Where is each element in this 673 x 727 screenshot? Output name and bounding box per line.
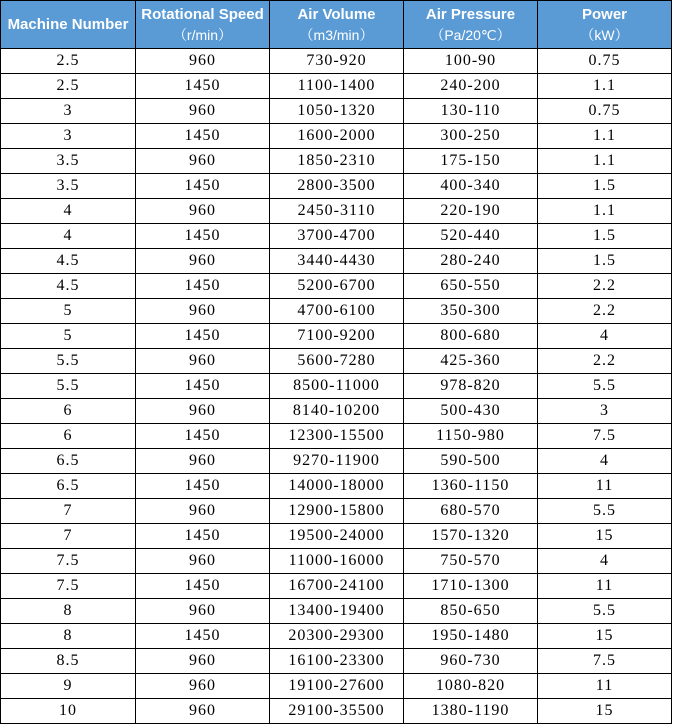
- cell-machine-number: 7.5: [1, 574, 136, 599]
- cell-machine-number: 6.5: [1, 474, 136, 499]
- cell-power: 2.2: [538, 274, 672, 299]
- cell-machine-number: 2.5: [1, 49, 136, 74]
- cell-air-pressure: 425-360: [404, 349, 538, 374]
- header-machine-number: [1, 1, 136, 49]
- cell-power: 1.1: [538, 124, 672, 149]
- header-air-volume: [270, 1, 404, 49]
- cell-machine-number: 5: [1, 324, 136, 349]
- cell-rotational-speed: 960: [136, 599, 270, 624]
- cell-rotational-speed: 1450: [136, 424, 270, 449]
- cell-air-pressure: 280-240: [404, 249, 538, 274]
- cell-air-pressure: 1150-980: [404, 424, 538, 449]
- cell-air-volume: 29100-35500: [270, 699, 404, 724]
- cell-machine-number: 6.5: [1, 449, 136, 474]
- cell-power: 0.75: [538, 99, 672, 124]
- header-row: [1, 1, 672, 49]
- cell-machine-number: 4.5: [1, 249, 136, 274]
- cell-rotational-speed: 960: [136, 699, 270, 724]
- cell-rotational-speed: 1450: [136, 274, 270, 299]
- cell-rotational-speed: 1450: [136, 324, 270, 349]
- table-row: [1, 624, 672, 649]
- cell-rotational-speed: 1450: [136, 624, 270, 649]
- cell-power: 2.2: [538, 299, 672, 324]
- table-row: [1, 449, 672, 474]
- cell-air-volume: 12900-15800: [270, 499, 404, 524]
- header-unit: （Pa/20℃）: [430, 26, 511, 43]
- cell-air-volume: 8140-10200: [270, 399, 404, 424]
- cell-power: 11: [538, 474, 672, 499]
- cell-machine-number: 6: [1, 424, 136, 449]
- cell-power: 11: [538, 574, 672, 599]
- cell-power: 5.5: [538, 499, 672, 524]
- cell-air-pressure: 960-730: [404, 649, 538, 674]
- cell-machine-number: 10: [1, 699, 136, 724]
- header-label: Power: [581, 5, 627, 23]
- cell-air-volume: 2450-3110: [270, 199, 404, 224]
- cell-air-pressure: 1710-1300: [404, 574, 538, 599]
- cell-air-volume: 19100-27600: [270, 674, 404, 699]
- cell-rotational-speed: 1450: [136, 74, 270, 99]
- header-unit: （kW）: [580, 26, 629, 43]
- cell-rotational-speed: 960: [136, 499, 270, 524]
- cell-air-volume: 5600-7280: [270, 349, 404, 374]
- header-power: [538, 1, 672, 49]
- cell-power: 7.5: [538, 649, 672, 674]
- cell-power: 4: [538, 549, 672, 574]
- cell-air-volume: 11000-16000: [270, 549, 404, 574]
- cell-rotational-speed: 960: [136, 49, 270, 74]
- cell-rotational-speed: 960: [136, 399, 270, 424]
- table-header: [1, 1, 672, 49]
- cell-air-volume: 16100-23300: [270, 649, 404, 674]
- cell-machine-number: 7: [1, 499, 136, 524]
- table-row: [1, 224, 672, 249]
- cell-rotational-speed: 1450: [136, 224, 270, 249]
- cell-machine-number: 4.5: [1, 274, 136, 299]
- cell-air-volume: 20300-29300: [270, 624, 404, 649]
- cell-power: 3: [538, 399, 672, 424]
- cell-machine-number: 3.5: [1, 174, 136, 199]
- cell-machine-number: 8.5: [1, 649, 136, 674]
- cell-machine-number: 3.5: [1, 149, 136, 174]
- cell-air-pressure: 590-500: [404, 449, 538, 474]
- cell-air-pressure: 680-570: [404, 499, 538, 524]
- header-label: Air Volume: [297, 5, 376, 23]
- cell-air-volume: 1600-2000: [270, 124, 404, 149]
- cell-air-volume: 16700-24100: [270, 574, 404, 599]
- cell-air-volume: 1050-1320: [270, 99, 404, 124]
- cell-air-volume: 14000-18000: [270, 474, 404, 499]
- cell-air-pressure: 1080-820: [404, 674, 538, 699]
- cell-rotational-speed: 1450: [136, 124, 270, 149]
- cell-power: 11: [538, 674, 672, 699]
- header-label: Rotational Speed: [141, 5, 264, 23]
- table-row: [1, 424, 672, 449]
- table-row: [1, 149, 672, 174]
- table-row: [1, 374, 672, 399]
- cell-air-volume: 13400-19400: [270, 599, 404, 624]
- table-row: [1, 574, 672, 599]
- header-rotational-speed: [136, 1, 270, 49]
- cell-machine-number: 5.5: [1, 349, 136, 374]
- cell-rotational-speed: 960: [136, 349, 270, 374]
- cell-air-pressure: 1570-1320: [404, 524, 538, 549]
- cell-air-pressure: 1380-1190: [404, 699, 538, 724]
- cell-air-volume: 9270-11900: [270, 449, 404, 474]
- cell-air-pressure: 175-150: [404, 149, 538, 174]
- table-row: [1, 499, 672, 524]
- table-row: [1, 124, 672, 149]
- cell-rotational-speed: 960: [136, 549, 270, 574]
- table-row: [1, 599, 672, 624]
- table-row: [1, 674, 672, 699]
- cell-power: 1.1: [538, 74, 672, 99]
- cell-air-pressure: 978-820: [404, 374, 538, 399]
- cell-air-volume: 1100-1400: [270, 74, 404, 99]
- cell-power: 1.1: [538, 149, 672, 174]
- cell-rotational-speed: 960: [136, 249, 270, 274]
- cell-power: 5.5: [538, 599, 672, 624]
- cell-air-volume: 8500-11000: [270, 374, 404, 399]
- cell-air-pressure: 800-680: [404, 324, 538, 349]
- cell-machine-number: 4: [1, 224, 136, 249]
- cell-machine-number: 9: [1, 674, 136, 699]
- cell-air-volume: 3440-4430: [270, 249, 404, 274]
- table-row: [1, 299, 672, 324]
- cell-rotational-speed: 960: [136, 199, 270, 224]
- cell-air-pressure: 500-430: [404, 399, 538, 424]
- cell-machine-number: 6: [1, 399, 136, 424]
- table-row: [1, 399, 672, 424]
- table-row: [1, 549, 672, 574]
- cell-rotational-speed: 1450: [136, 174, 270, 199]
- cell-machine-number: 7.5: [1, 549, 136, 574]
- cell-rotational-speed: 1450: [136, 574, 270, 599]
- cell-air-pressure: 750-570: [404, 549, 538, 574]
- table-row: [1, 49, 672, 74]
- cell-air-volume: 19500-24000: [270, 524, 404, 549]
- cell-air-volume: 1850-2310: [270, 149, 404, 174]
- cell-machine-number: 4: [1, 199, 136, 224]
- cell-power: 1.5: [538, 174, 672, 199]
- header-air-pressure: [404, 1, 538, 49]
- table-row: [1, 199, 672, 224]
- cell-power: 4: [538, 449, 672, 474]
- table-row: [1, 699, 672, 724]
- cell-power: 4: [538, 324, 672, 349]
- cell-rotational-speed: 960: [136, 99, 270, 124]
- cell-air-pressure: 850-650: [404, 599, 538, 624]
- cell-power: 1.5: [538, 224, 672, 249]
- cell-air-pressure: 350-300: [404, 299, 538, 324]
- header-label: Air Pressure: [425, 5, 516, 23]
- table-row: [1, 474, 672, 499]
- cell-machine-number: 5: [1, 299, 136, 324]
- cell-power: 5.5: [538, 374, 672, 399]
- table-body: [1, 49, 672, 724]
- cell-air-pressure: 130-110: [404, 99, 538, 124]
- table-row: [1, 99, 672, 124]
- cell-power: 2.2: [538, 349, 672, 374]
- table-row: [1, 249, 672, 274]
- cell-air-pressure: 1950-1480: [404, 624, 538, 649]
- cell-power: 0.75: [538, 49, 672, 74]
- table-row: [1, 74, 672, 99]
- cell-machine-number: 2.5: [1, 74, 136, 99]
- cell-air-pressure: 520-440: [404, 224, 538, 249]
- cell-air-pressure: 650-550: [404, 274, 538, 299]
- cell-power: 1.5: [538, 249, 672, 274]
- header-unit: （r/min）: [172, 26, 233, 43]
- cell-rotational-speed: 960: [136, 299, 270, 324]
- cell-rotational-speed: 1450: [136, 524, 270, 549]
- cell-air-volume: 12300-15500: [270, 424, 404, 449]
- cell-air-pressure: 300-250: [404, 124, 538, 149]
- cell-air-volume: 7100-9200: [270, 324, 404, 349]
- table-row: [1, 649, 672, 674]
- table-row: [1, 274, 672, 299]
- cell-air-pressure: 220-190: [404, 199, 538, 224]
- table-row: [1, 174, 672, 199]
- cell-power: 7.5: [538, 424, 672, 449]
- cell-air-volume: 5200-6700: [270, 274, 404, 299]
- cell-air-volume: 4700-6100: [270, 299, 404, 324]
- cell-power: 15: [538, 524, 672, 549]
- cell-power: 1.1: [538, 199, 672, 224]
- cell-machine-number: 3: [1, 99, 136, 124]
- header-unit: （m3/min）: [299, 26, 374, 43]
- cell-rotational-speed: 1450: [136, 474, 270, 499]
- cell-machine-number: 7: [1, 524, 136, 549]
- cell-air-pressure: 400-340: [404, 174, 538, 199]
- table-row: [1, 524, 672, 549]
- cell-machine-number: 8: [1, 599, 136, 624]
- cell-machine-number: 8: [1, 624, 136, 649]
- cell-machine-number: 3: [1, 124, 136, 149]
- cell-rotational-speed: 960: [136, 674, 270, 699]
- cell-rotational-speed: 960: [136, 649, 270, 674]
- table-row: [1, 324, 672, 349]
- header-label: Machine Number: [7, 15, 129, 33]
- cell-air-pressure: 240-200: [404, 74, 538, 99]
- cell-air-volume: 730-920: [270, 49, 404, 74]
- cell-rotational-speed: 1450: [136, 374, 270, 399]
- cell-machine-number: 5.5: [1, 374, 136, 399]
- cell-air-volume: 2800-3500: [270, 174, 404, 199]
- cell-air-pressure: 1360-1150: [404, 474, 538, 499]
- cell-air-volume: 3700-4700: [270, 224, 404, 249]
- cell-rotational-speed: 960: [136, 449, 270, 474]
- cell-rotational-speed: 960: [136, 149, 270, 174]
- cell-air-pressure: 100-90: [404, 49, 538, 74]
- cell-power: 15: [538, 624, 672, 649]
- cell-power: 15: [538, 699, 672, 724]
- table-row: [1, 349, 672, 374]
